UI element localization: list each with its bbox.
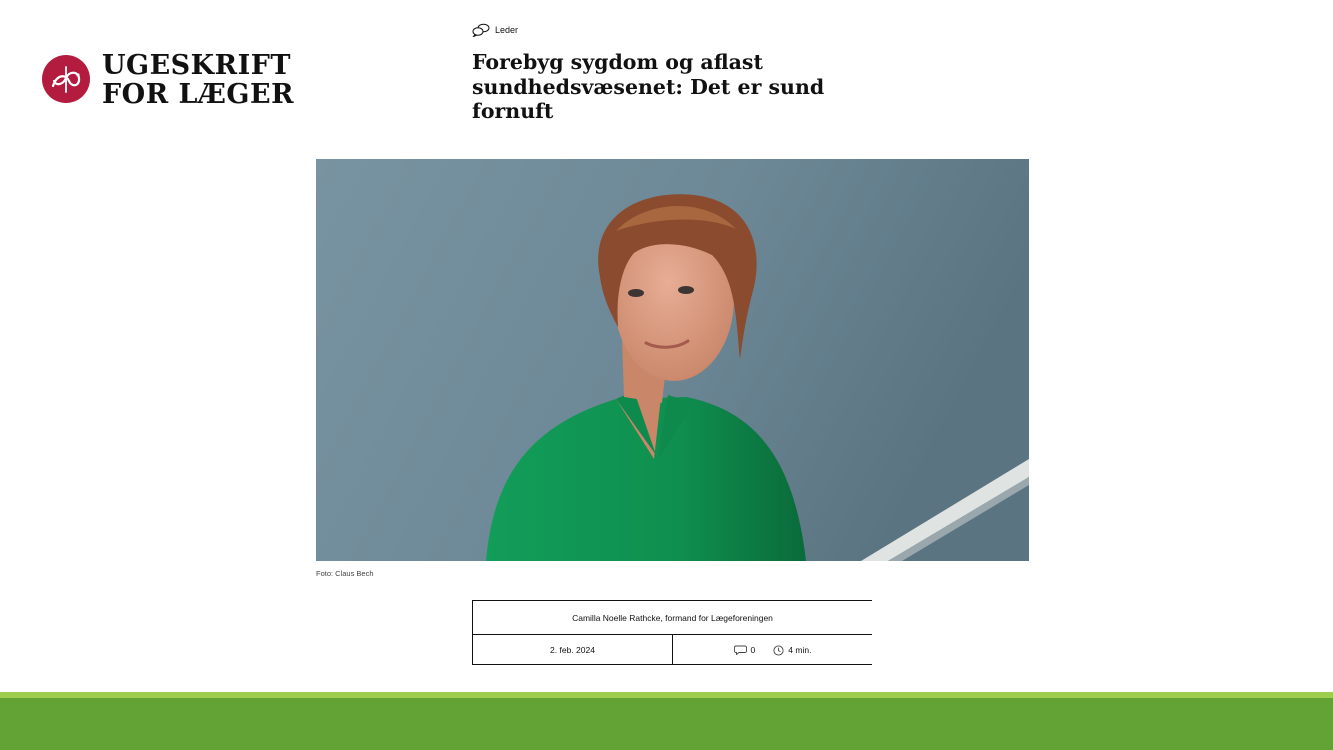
category-label: Leder <box>495 25 519 35</box>
comment-icon <box>734 645 747 655</box>
logo[interactable] <box>42 52 302 112</box>
category-tag[interactable] <box>472 22 518 38</box>
comment-count-value: 0 <box>750 645 756 655</box>
read-time-value: 4 min. <box>788 645 812 655</box>
photo-credit: Foto: Claus Bech <box>316 569 374 578</box>
speech-bubbles-icon <box>472 23 490 37</box>
article-photo <box>316 159 1029 561</box>
clock-icon <box>773 645 784 656</box>
author-byline[interactable]: Camilla Noelle Rathcke, formand for Lægeforeningen <box>473 601 872 635</box>
logo-line-2: FOR LÆGER <box>102 79 295 110</box>
publish-date: 2. feb. 2024 <box>473 635 673 665</box>
logo-line-1: UGESKRIFT <box>102 50 291 81</box>
article-meta-box <box>472 600 872 665</box>
footer-band <box>0 698 1333 750</box>
read-time <box>773 645 811 656</box>
comment-count[interactable] <box>734 645 756 655</box>
snake-emblem-icon <box>42 55 90 103</box>
article-headline: Forebyg sygdom og aflast sundhedsvæsenet: Det er sund fornuft <box>472 50 825 123</box>
